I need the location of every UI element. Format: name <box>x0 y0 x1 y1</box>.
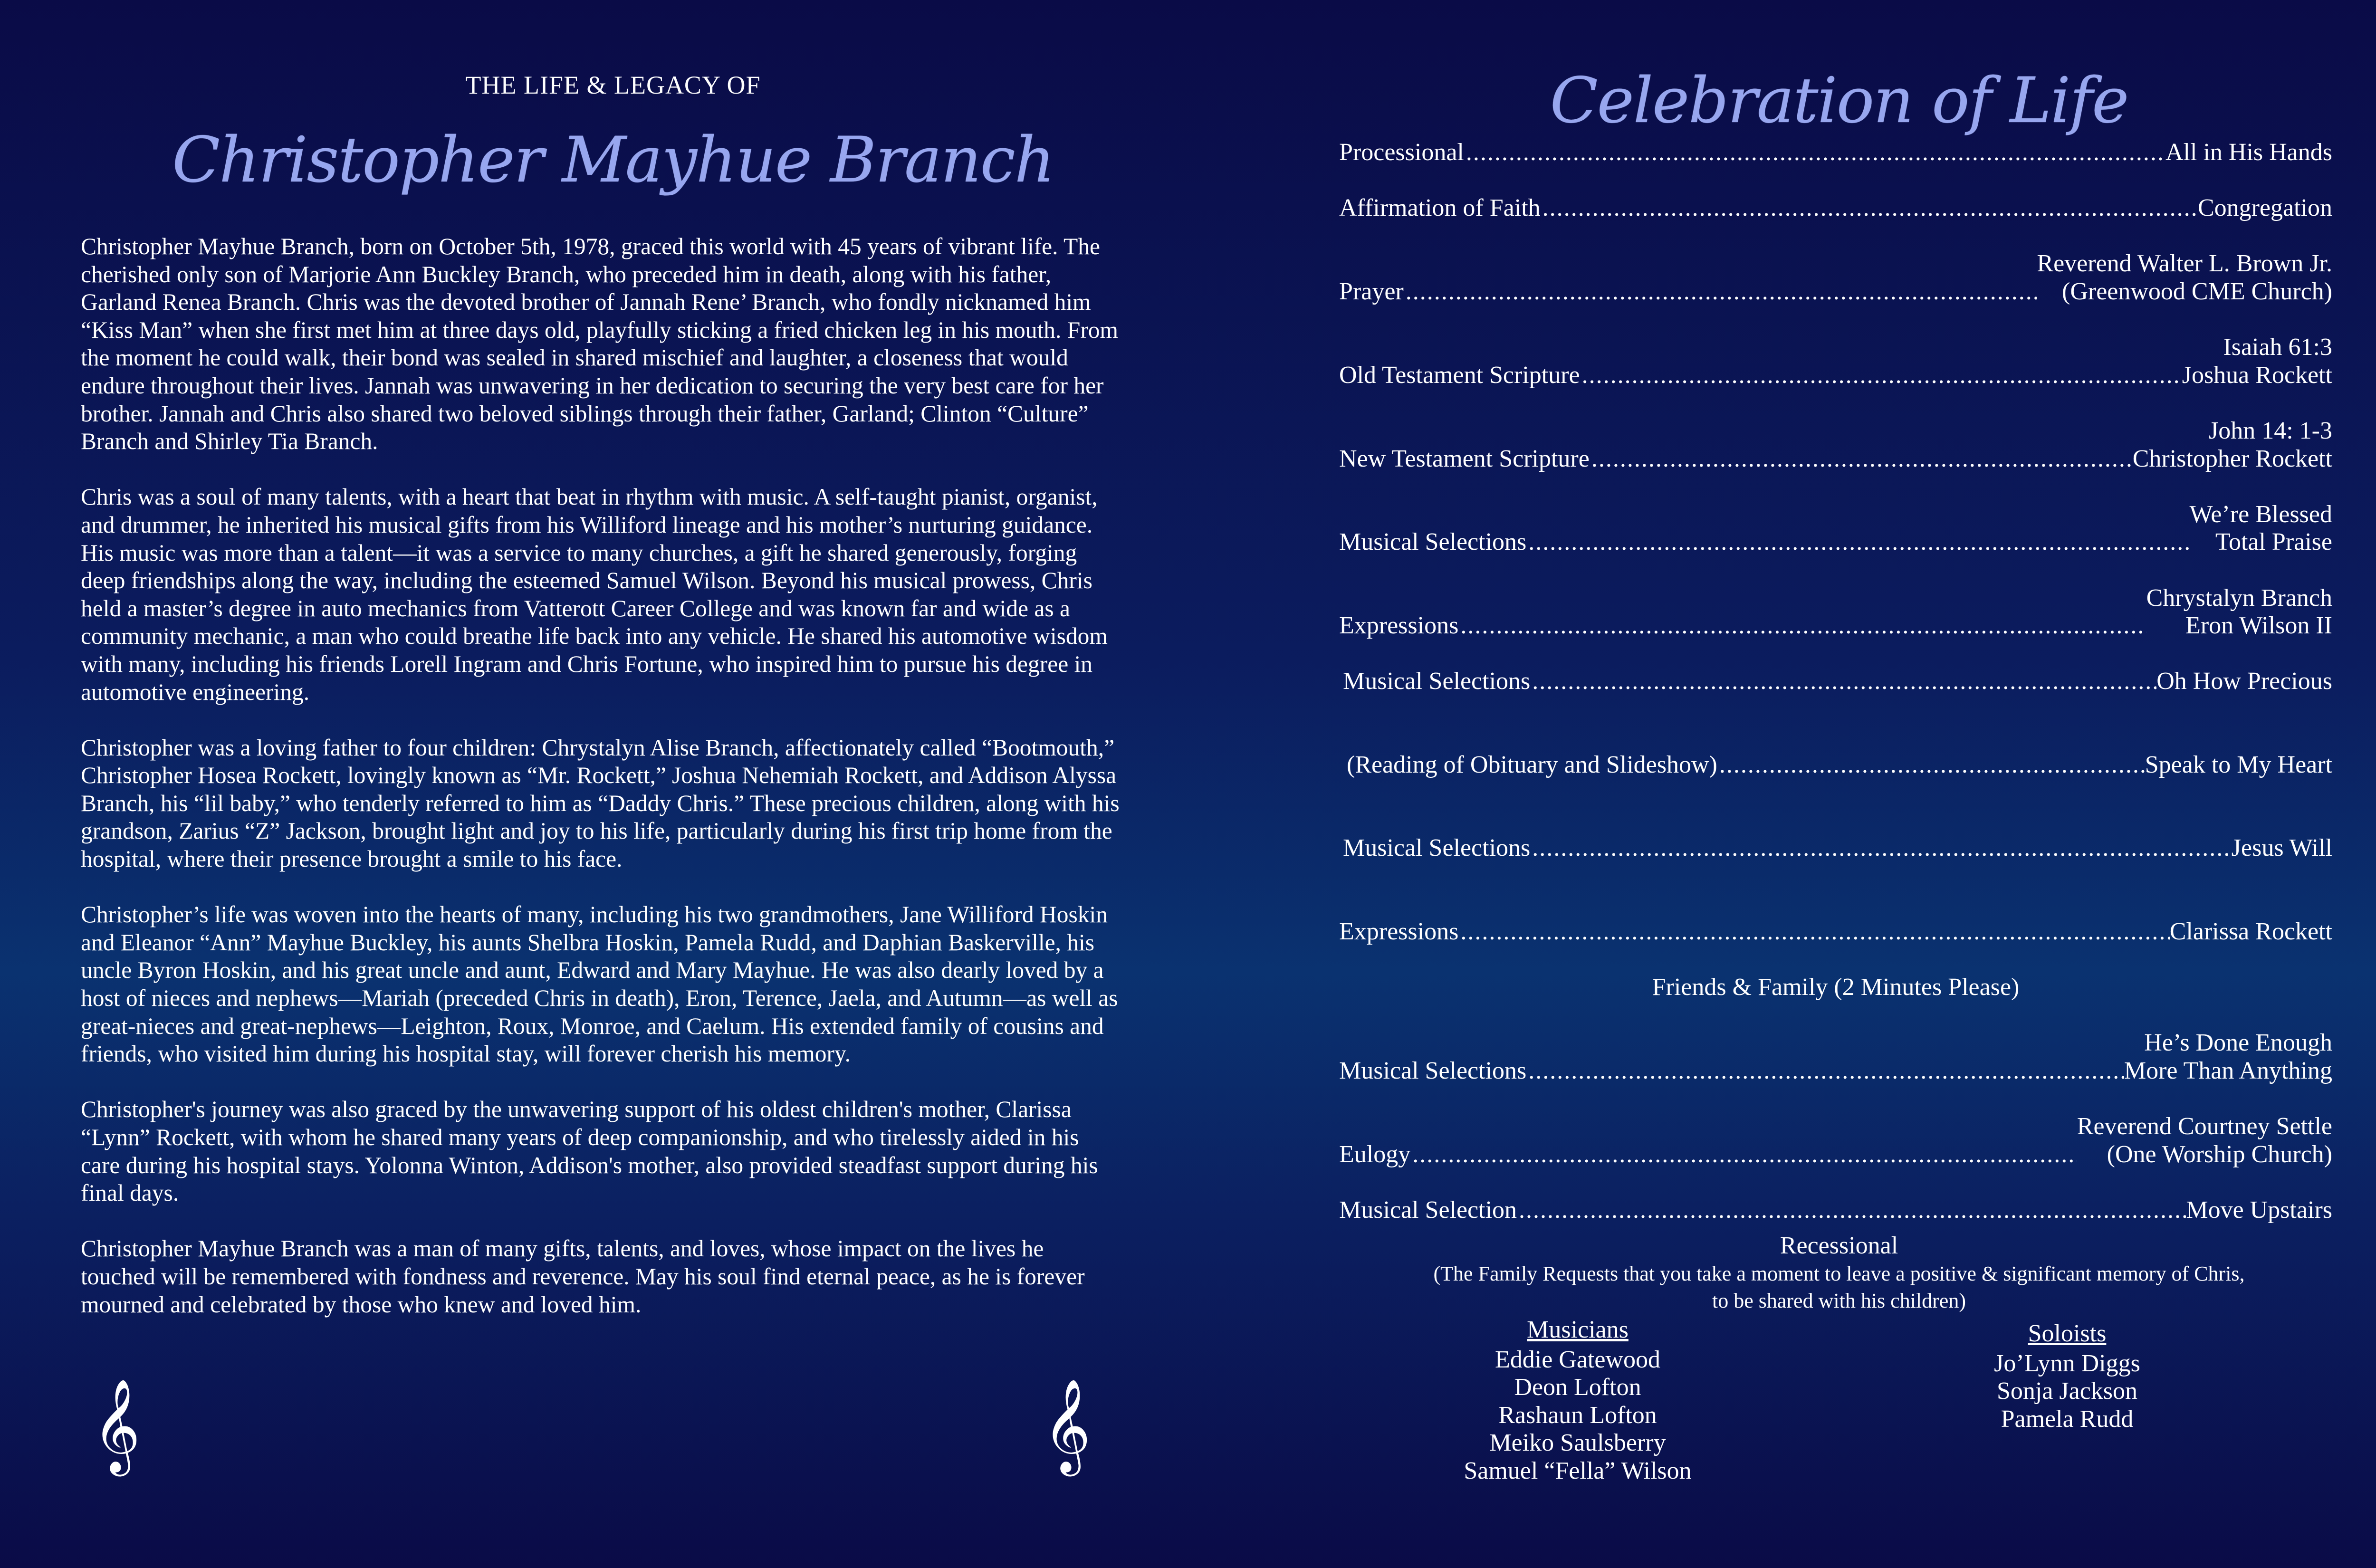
program-item <box>1339 417 2332 473</box>
friends-family-note: Friends & Family (2 Minutes Please) <box>1652 974 2020 1001</box>
bio-paragraph: Christopher Mayhue Branch was a man of many gifts, talents, and loves, whose impact on the lives he touched will be remembered with fondness and reverence. May his soul find eternal peace, as he is forever mourned and celebrated by those who knew and loved him. <box>81 1235 1085 1318</box>
order-of-service <box>1339 139 2332 1252</box>
program-item <box>1339 501 2332 556</box>
program-item <box>1339 250 2332 306</box>
program-item-label: Musical Selections <box>1343 668 1531 695</box>
recessional-note-line: (The Family Requests that you take a moment to leave a positive & significant memory of Chris, <box>1433 1262 2245 1285</box>
program-item-label: Eulogy <box>1339 1140 1411 1168</box>
soloist-name: Jo’Lynn Diggs <box>1994 1349 2140 1377</box>
program-item-value: Oh How Precious <box>2156 668 2332 695</box>
dot-leader <box>1526 1057 2124 1085</box>
program-item-value: He’s Done Enough More Than Anything <box>2124 1029 2332 1085</box>
musicians-heading: Musicians <box>1527 1316 1629 1343</box>
soloists-heading: Soloists <box>2028 1320 2107 1347</box>
dot-leader <box>1410 1141 2077 1169</box>
program-item <box>1339 834 2332 862</box>
musician-name: Samuel “Fella” Wilson <box>1464 1457 1692 1484</box>
dot-leader <box>1580 362 2182 390</box>
program-item-value: Isaiah 61:3 Joshua Rockett <box>2182 334 2332 389</box>
program-item-label: Musical Selection <box>1339 1196 1517 1224</box>
program-item-value: Speak to My Heart <box>2145 751 2332 778</box>
program-item-label: Processional <box>1339 139 1464 166</box>
dot-leader <box>1526 528 2189 556</box>
dot-leader <box>1517 1196 2186 1224</box>
soloist-name: Pamela Rudd <box>2001 1405 2134 1433</box>
musician-name: Eddie Gatewood <box>1495 1346 1660 1373</box>
program-item-value: Reverend Walter L. Brown Jr. (Greenwood CME Church) <box>2037 250 2332 305</box>
musician-name: Deon Lofton <box>1514 1374 1641 1401</box>
bio-paragraph: Christopher was a loving father to four children: Chrystalyn Alise Branch, affectionately called “Bootmouth,” Christopher Hosea Rockett, lovingly known as “Mr. Rockett,” Joshua Nehemiah Rockett, and Addison Alyssa Branch, his “lil baby,” who tenderly referred to him as “Daddy Chris.” These precious children, along with his grandson, Zarius “Z” Jackson, brought light and joy to his life, particularly during his first trip home from the hospital, where their presence brought a smile to his face. <box>81 734 1120 872</box>
program-item <box>1339 139 2332 167</box>
program-item-value: We’re Blessed Total Praise <box>2189 500 2332 556</box>
dot-leader <box>1458 918 2169 946</box>
bio-paragraph: Chris was a soul of many talents, with a heart that beat in rhythm with music. A self-taught pianist, organist, and drummer, he inherited his musical gifts from his Williford lineage and his mother’s nurturing guidance. His music was more than a talent—it was a service to many churches, a gift he shared generously, forging deep friendships along the way, including the esteemed Samuel Wilson. Beyond his musical prowess, Chris held a master’s degree in auto mechanics from Vatterott Career College and was known far and wide as a community mechanic, a man who could breathe life back into any vehicle. He shared his automotive wisdom with many, including his friends Lorell Ingram and Chris Fortune, who inspired him to pursue his degree in automotive engineering. <box>81 484 1108 705</box>
program-item-value: Move Upstairs <box>2186 1196 2332 1224</box>
bio-paragraph: Christopher Mayhue Branch, born on October 5th, 1978, graced this world with 45 years of vibrant life. The cherished only son of Marjorie Ann Buckley Branch, who preceded him in death, along with his father, Garland Renea Branch. Chris was the devoted brother of Jannah Rene’ Branch, who fondly nicknamed him “Kiss Man” when she first met him at three days old, playfully sticking a fried chicken leg in his mouth. From the moment he could walk, their bond was sealed in shared mischief and laughter, a closeness that would endure throughout their lives. Jannah was unwavering in her dedication to securing the very best care for her brother. Jannah and Chris also shared two beloved siblings through their father, Garland; Clinton “Culture” Branch and Shirley Tia Branch. <box>81 233 1119 455</box>
program-item-label: Old Testament Scripture <box>1339 361 1580 389</box>
program-item-value: Reverend Courtney Settle (One Worship Church) <box>2077 1113 2332 1168</box>
program-item <box>1339 918 2332 946</box>
program-item-label: Musical Selections <box>1339 528 1527 556</box>
dot-leader <box>1458 612 2146 640</box>
program-item <box>1339 1196 2332 1224</box>
musician-name: Meiko Saulsberry <box>1489 1429 1666 1457</box>
program-item <box>1339 668 2332 696</box>
program-item-value: Jesus Will <box>2231 834 2332 862</box>
dot-leader <box>1541 194 2198 222</box>
soloists-list <box>1948 1320 2186 1433</box>
program-title: Celebration of Life <box>1550 64 2128 137</box>
dot-leader <box>1464 139 2165 167</box>
kicker-heading: THE LIFE & LEGACY OF <box>465 71 761 99</box>
program-panel <box>1212 0 2376 1568</box>
program-item-label: (Reading of Obituary and Slideshow) <box>1347 751 1717 778</box>
program-item <box>1339 1113 2332 1168</box>
program-item-label: New Testament Scripture <box>1339 445 1590 472</box>
dot-leader <box>1404 278 2037 306</box>
deceased-name: Christopher Mayhue Branch <box>172 124 1054 197</box>
bio-paragraph: Christopher’s life was woven into the hearts of many, including his two grandmothers, Jane Williford Hoskin and Eleanor “Ann” Mayhue Buckley, his aunts Shelbra Hoskin, Pamela Rudd, and Daphian Baskerville, his uncle Byron Hoskin, and his great uncle and aunt, Edward and Mary Mayhue. He was also dearly loved by a host of nieces and nephews—Mariah (preceded Chris in death), Eron, Terence, Jaela, and Autumn—as well as great-nieces and great-nephews—Leighton, Roux, Monroe, and Caelum. His extended family of cousins and friends, who visited him during his hospital stay, will forever cherish his memory. <box>81 901 1118 1067</box>
program-item-label: Musical Selections <box>1339 1057 1527 1085</box>
program-item <box>1339 194 2332 222</box>
recessional-section <box>1316 1232 2362 1314</box>
recessional-note-line: to be shared with his children) <box>1712 1289 1966 1312</box>
program-item <box>1339 751 2332 779</box>
dot-leader <box>1530 668 2156 696</box>
program-item <box>1339 584 2332 640</box>
program-item-value: Congregation <box>2197 194 2332 222</box>
musicians-list <box>1411 1316 1744 1485</box>
program-item-label: Prayer <box>1339 277 1404 305</box>
program-item <box>1339 334 2332 389</box>
program-item-value: All in His Hands <box>2165 139 2332 166</box>
dot-leader <box>1530 834 2232 862</box>
dot-leader <box>1717 751 2145 779</box>
musician-name: Rashaun Lofton <box>1498 1401 1657 1429</box>
program-item-value: Chrystalyn Branch Eron Wilson II <box>2146 584 2332 640</box>
bio-paragraph: Christopher's journey was also graced by the unwavering support of his oldest children's mother, Clarissa “Lynn” Rockett, with whom he shared many years of deep companionship, and who tirelessly aided in his care during his hospital stays. Yolonna Winton, Addison's mother, also provided steadfast support during his final days. <box>81 1096 1098 1206</box>
obituary-text <box>81 233 1121 1347</box>
treble-clef-icon: 𝄞 <box>93 1378 141 1472</box>
program-item-label: Musical Selections <box>1343 834 1531 862</box>
program-item-label: Affirmation of Faith <box>1339 194 1541 222</box>
dot-leader <box>1590 445 2133 473</box>
program-item-value: John 14: 1-3 Christopher Rockett <box>2132 417 2332 472</box>
program-item-label: Expressions <box>1339 918 1459 946</box>
program-item <box>1339 1029 2332 1085</box>
treble-clef-icon: 𝄞 <box>1043 1378 1091 1472</box>
program-item-value: Clarissa Rockett <box>2169 918 2332 946</box>
program-item-label: Expressions <box>1339 612 1459 640</box>
recessional-title: Recessional <box>1780 1232 1898 1259</box>
soloist-name: Sonja Jackson <box>1996 1377 2138 1405</box>
